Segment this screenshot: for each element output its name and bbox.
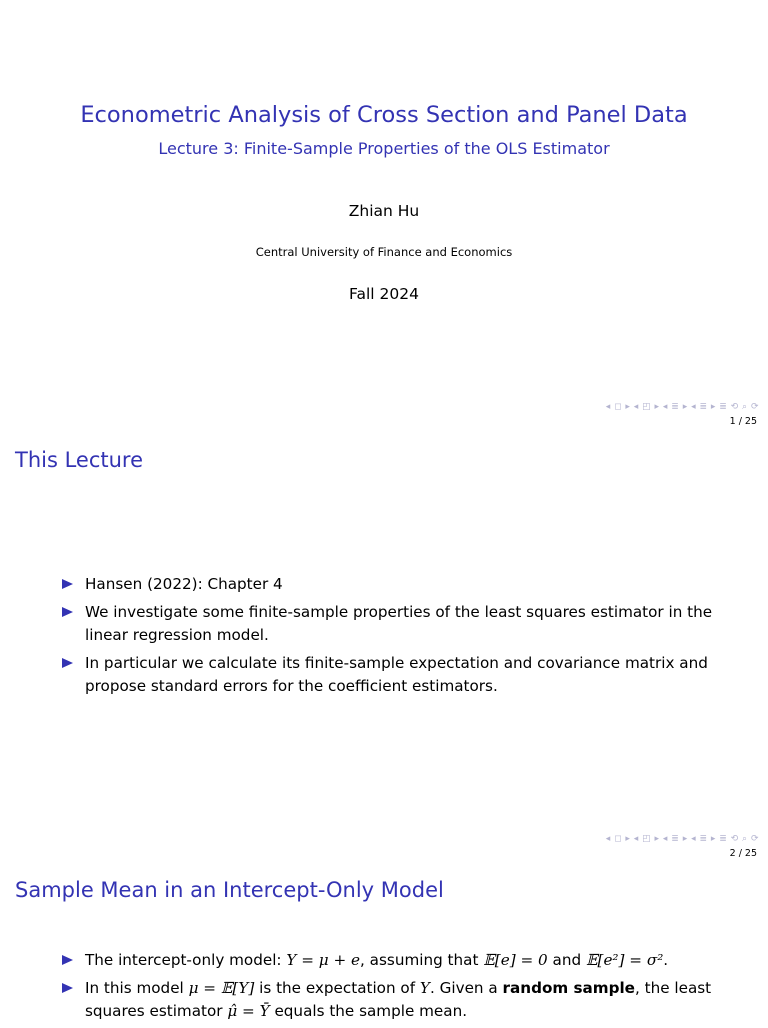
beamer-nav-icons[interactable]: ◂ ◻ ▸ ◂ ◰ ▸ ◂ ≣ ▸ ◂ ≣ ▸ ≣ ⟲ ⌕ ⟳ [605,402,759,412]
bullet-triangle-icon [62,983,73,993]
bullet-list [62,949,732,1028]
frame-title: This Lecture [15,448,144,472]
list-item: The intercept-only model: Y = μ + e, assuming that 𝔼[e] = 0 and 𝔼[e²] = σ². [62,949,732,972]
page-number: 2 / 25 [729,848,757,859]
bullet-triangle-icon [62,658,73,668]
bullet-list [62,573,732,703]
presentation-title: Econometric Analysis of Cross Section and Panel Data [80,102,688,128]
page-number: 1 / 25 [729,416,757,427]
slide-2 [0,432,768,864]
list-item: In this model μ = 𝔼[Y] is the expectation of Y. Given a random sample, the least squares estimator μ̂ = Ȳ equals the sample mean. [62,977,732,1023]
institution: Central University of Finance and Economics [255,245,513,259]
beamer-nav-icons[interactable]: ◂ ◻ ▸ ◂ ◰ ▸ ◂ ≣ ▸ ◂ ≣ ▸ ≣ ⟲ ⌕ ⟳ [605,834,759,844]
frame-title: Sample Mean in an Intercept-Only Model [15,878,444,902]
term-date: Fall 2024 [349,285,419,303]
slide-3 [0,864,768,1024]
lecture-subtitle: Lecture 3: Finite-Sample Properties of the OLS Estimator [158,139,610,158]
list-item: In particular we calculate its finite-sample expectation and covariance matrix and propose standard errors for the coefficient estimators. [62,652,732,698]
list-item: Hansen (2022): Chapter 4 [62,573,732,596]
slide-1 [0,0,768,432]
bullet-triangle-icon [62,579,73,589]
author-name: Zhian Hu [348,202,420,220]
bullet-triangle-icon [62,955,73,965]
list-item: We investigate some finite-sample properties of the least squares estimator in the linear regression model. [62,601,732,647]
bullet-triangle-icon [62,607,73,617]
